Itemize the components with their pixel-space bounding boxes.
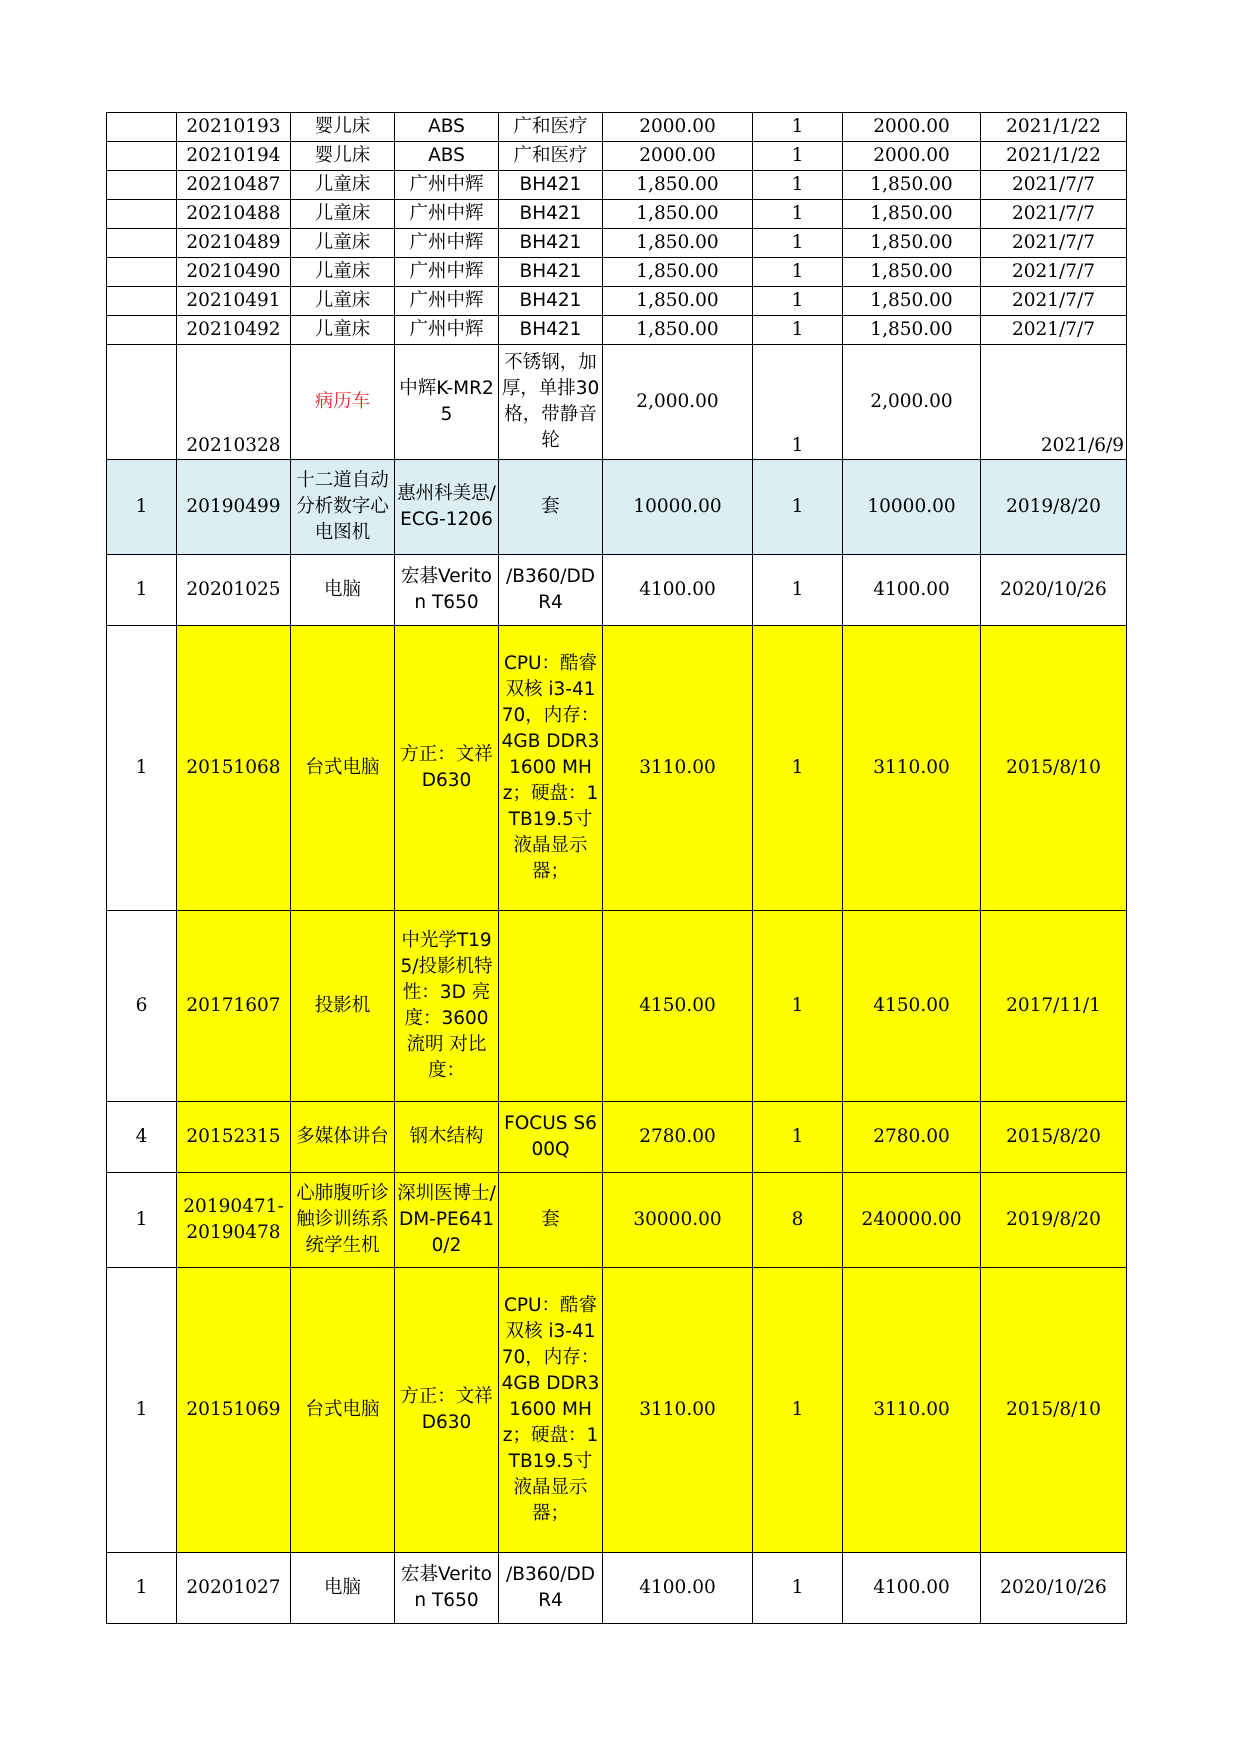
name-cell: 电脑	[291, 555, 395, 626]
date-cell: 2019/8/20	[981, 460, 1127, 555]
brand-model-cell: 广州中辉	[395, 287, 499, 316]
spec-cell: FOCUS S600Q	[499, 1102, 603, 1173]
date-cell: 2021/7/7	[981, 287, 1127, 316]
spec-cell: BH421	[499, 229, 603, 258]
seq-cell	[107, 229, 177, 258]
amount-cell: 4100.00	[843, 1553, 981, 1624]
name-cell: 儿童床	[291, 287, 395, 316]
table-row	[107, 142, 1127, 171]
spec-cell: BH421	[499, 287, 603, 316]
seq-cell: 1	[107, 626, 177, 911]
asset-id-cell: 20210193	[177, 113, 291, 142]
spec-cell: BH421	[499, 171, 603, 200]
unit-price-cell: 4100.00	[603, 555, 753, 626]
amount-cell: 10000.00	[843, 460, 981, 555]
quantity-cell: 1	[753, 1268, 843, 1553]
brand-model-cell: 钢木结构	[395, 1102, 499, 1173]
quantity-cell: 1	[753, 1553, 843, 1624]
asset-id-cell: 20210492	[177, 316, 291, 345]
table-row	[107, 171, 1127, 200]
asset-id-cell: 20201025	[177, 555, 291, 626]
seq-cell: 4	[107, 1102, 177, 1173]
seq-cell	[107, 200, 177, 229]
brand-model-cell: ABS	[395, 113, 499, 142]
brand-model-cell: 深圳医博士/DM-PE6410/2	[395, 1173, 499, 1268]
name-cell: 儿童床	[291, 200, 395, 229]
spec-cell: BH421	[499, 258, 603, 287]
seq-cell: 1	[107, 1553, 177, 1624]
asset-id-cell: 20201027	[177, 1553, 291, 1624]
unit-price-cell: 1,850.00	[603, 316, 753, 345]
name-cell: 电脑	[291, 1553, 395, 1624]
seq-cell	[107, 142, 177, 171]
name-cell: 婴儿床	[291, 142, 395, 171]
unit-price-cell: 4150.00	[603, 911, 753, 1102]
spec-cell: BH421	[499, 316, 603, 345]
seq-cell: 1	[107, 1173, 177, 1268]
quantity-cell: 1	[753, 460, 843, 555]
asset-id-cell: 20190499	[177, 460, 291, 555]
name-cell: 儿童床	[291, 316, 395, 345]
name-cell: 台式电脑	[291, 1268, 395, 1553]
amount-cell: 1,850.00	[843, 171, 981, 200]
date-cell: 2020/10/26	[981, 1553, 1127, 1624]
spec-cell: 套	[499, 460, 603, 555]
table-row	[107, 555, 1127, 626]
asset-id-cell: 20210488	[177, 200, 291, 229]
brand-model-cell: 宏碁Veriton T650	[395, 555, 499, 626]
amount-cell: 1,850.00	[843, 287, 981, 316]
table-row	[107, 345, 1127, 460]
seq-cell	[107, 258, 177, 287]
name-cell: 儿童床	[291, 229, 395, 258]
date-cell: 2017/11/1	[981, 911, 1127, 1102]
brand-model-cell: 广州中辉	[395, 316, 499, 345]
table-row	[107, 200, 1127, 229]
date-cell: 2021/1/22	[981, 142, 1127, 171]
table-row	[107, 460, 1127, 555]
date-cell: 2021/6/9	[981, 345, 1127, 460]
seq-cell	[107, 171, 177, 200]
amount-cell: 1,850.00	[843, 258, 981, 287]
seq-cell	[107, 287, 177, 316]
table-row	[107, 113, 1127, 142]
table-row	[107, 258, 1127, 287]
date-cell: 2021/7/7	[981, 316, 1127, 345]
quantity-cell: 1	[753, 113, 843, 142]
amount-cell: 1,850.00	[843, 229, 981, 258]
asset-id-cell: 20210489	[177, 229, 291, 258]
quantity-cell: 1	[753, 287, 843, 316]
brand-model-cell: 方正：文祥D630	[395, 1268, 499, 1553]
spec-cell: CPU：酷睿双核 i3-4170，内存：4GB DDR3 1600 MHz；硬盘：1TB19.5寸液晶显示器；	[499, 1268, 603, 1553]
quantity-cell: 1	[753, 316, 843, 345]
seq-cell	[107, 345, 177, 460]
asset-id-cell: 20190471-20190478	[177, 1173, 291, 1268]
date-cell: 2019/8/20	[981, 1173, 1127, 1268]
quantity-cell: 1	[753, 200, 843, 229]
quantity-cell: 1	[753, 626, 843, 911]
name-cell: 儿童床	[291, 258, 395, 287]
asset-id-cell: 20210194	[177, 142, 291, 171]
seq-cell	[107, 316, 177, 345]
spec-cell: /B360/DDR4	[499, 555, 603, 626]
quantity-cell: 1	[753, 555, 843, 626]
unit-price-cell: 2780.00	[603, 1102, 753, 1173]
quantity-cell: 1	[753, 142, 843, 171]
table-row	[107, 1102, 1127, 1173]
spec-cell	[499, 911, 603, 1102]
amount-cell: 2000.00	[843, 142, 981, 171]
name-cell: 病历车	[291, 345, 395, 460]
table-row	[107, 1553, 1127, 1624]
amount-cell: 2,000.00	[843, 345, 981, 460]
amount-cell: 2780.00	[843, 1102, 981, 1173]
table-row	[107, 626, 1127, 911]
spec-cell: 不锈钢，加厚，单排30格，带静音轮	[499, 345, 603, 460]
amount-cell: 240000.00	[843, 1173, 981, 1268]
date-cell: 2015/8/10	[981, 626, 1127, 911]
unit-price-cell: 1,850.00	[603, 229, 753, 258]
table-row	[107, 316, 1127, 345]
asset-id-cell: 20210487	[177, 171, 291, 200]
name-cell: 十二道自动分析数字心电图机	[291, 460, 395, 555]
unit-price-cell: 30000.00	[603, 1173, 753, 1268]
unit-price-cell: 4100.00	[603, 1553, 753, 1624]
brand-model-cell: 方正：文祥D630	[395, 626, 499, 911]
name-cell: 投影机	[291, 911, 395, 1102]
unit-price-cell: 3110.00	[603, 626, 753, 911]
asset-id-cell: 20210490	[177, 258, 291, 287]
amount-cell: 3110.00	[843, 626, 981, 911]
date-cell: 2020/10/26	[981, 555, 1127, 626]
date-cell: 2015/8/10	[981, 1268, 1127, 1553]
quantity-cell: 1	[753, 911, 843, 1102]
unit-price-cell: 3110.00	[603, 1268, 753, 1553]
date-cell: 2021/7/7	[981, 200, 1127, 229]
table-row	[107, 287, 1127, 316]
name-cell: 台式电脑	[291, 626, 395, 911]
quantity-cell: 8	[753, 1173, 843, 1268]
asset-id-cell: 20210328	[177, 345, 291, 460]
unit-price-cell: 1,850.00	[603, 258, 753, 287]
table-row	[107, 229, 1127, 258]
brand-model-cell: 中辉K-MR25	[395, 345, 499, 460]
brand-model-cell: 广州中辉	[395, 258, 499, 287]
unit-price-cell: 1,850.00	[603, 171, 753, 200]
spec-cell: BH421	[499, 200, 603, 229]
spec-cell: CPU：酷睿双核 i3-4170，内存：4GB DDR3 1600 MHz；硬盘：1TB19.5寸液晶显示器；	[499, 626, 603, 911]
seq-cell: 1	[107, 555, 177, 626]
brand-model-cell: 广州中辉	[395, 200, 499, 229]
spec-cell: /B360/DDR4	[499, 1553, 603, 1624]
amount-cell: 3110.00	[843, 1268, 981, 1553]
table-row	[107, 1268, 1127, 1553]
asset-id-cell: 20152315	[177, 1102, 291, 1173]
unit-price-cell: 2000.00	[603, 142, 753, 171]
amount-cell: 1,850.00	[843, 316, 981, 345]
seq-cell: 1	[107, 460, 177, 555]
asset-id-cell: 20151068	[177, 626, 291, 911]
asset-id-cell: 20171607	[177, 911, 291, 1102]
spec-cell: 广和医疗	[499, 142, 603, 171]
quantity-cell: 1	[753, 345, 843, 460]
brand-model-cell: ABS	[395, 142, 499, 171]
unit-price-cell: 1,850.00	[603, 200, 753, 229]
brand-model-cell: 中光学T195/投影机特性：3D 亮度：3600流明 对比度：	[395, 911, 499, 1102]
amount-cell: 1,850.00	[843, 200, 981, 229]
asset-table	[106, 112, 1127, 1624]
brand-model-cell: 惠州科美思/ECG-1206	[395, 460, 499, 555]
amount-cell: 2000.00	[843, 113, 981, 142]
asset-id-cell: 20210491	[177, 287, 291, 316]
unit-price-cell: 2,000.00	[603, 345, 753, 460]
date-cell: 2021/7/7	[981, 258, 1127, 287]
seq-cell	[107, 113, 177, 142]
brand-model-cell: 广州中辉	[395, 229, 499, 258]
spec-cell: 广和医疗	[499, 113, 603, 142]
seq-cell: 6	[107, 911, 177, 1102]
brand-model-cell: 宏碁Veriton T650	[395, 1553, 499, 1624]
date-cell: 2015/8/20	[981, 1102, 1127, 1173]
name-cell: 婴儿床	[291, 113, 395, 142]
quantity-cell: 1	[753, 1102, 843, 1173]
table-row	[107, 1173, 1127, 1268]
brand-model-cell: 广州中辉	[395, 171, 499, 200]
name-cell: 儿童床	[291, 171, 395, 200]
amount-cell: 4150.00	[843, 911, 981, 1102]
quantity-cell: 1	[753, 171, 843, 200]
seq-cell: 1	[107, 1268, 177, 1553]
name-cell: 多媒体讲台	[291, 1102, 395, 1173]
name-cell: 心肺腹听诊触诊训练系统学生机	[291, 1173, 395, 1268]
unit-price-cell: 10000.00	[603, 460, 753, 555]
unit-price-cell: 1,850.00	[603, 287, 753, 316]
asset-id-cell: 20151069	[177, 1268, 291, 1553]
date-cell: 2021/7/7	[981, 171, 1127, 200]
date-cell: 2021/1/22	[981, 113, 1127, 142]
unit-price-cell: 2000.00	[603, 113, 753, 142]
quantity-cell: 1	[753, 229, 843, 258]
table-row	[107, 911, 1127, 1102]
spec-cell: 套	[499, 1173, 603, 1268]
amount-cell: 4100.00	[843, 555, 981, 626]
date-cell: 2021/7/7	[981, 229, 1127, 258]
quantity-cell: 1	[753, 258, 843, 287]
